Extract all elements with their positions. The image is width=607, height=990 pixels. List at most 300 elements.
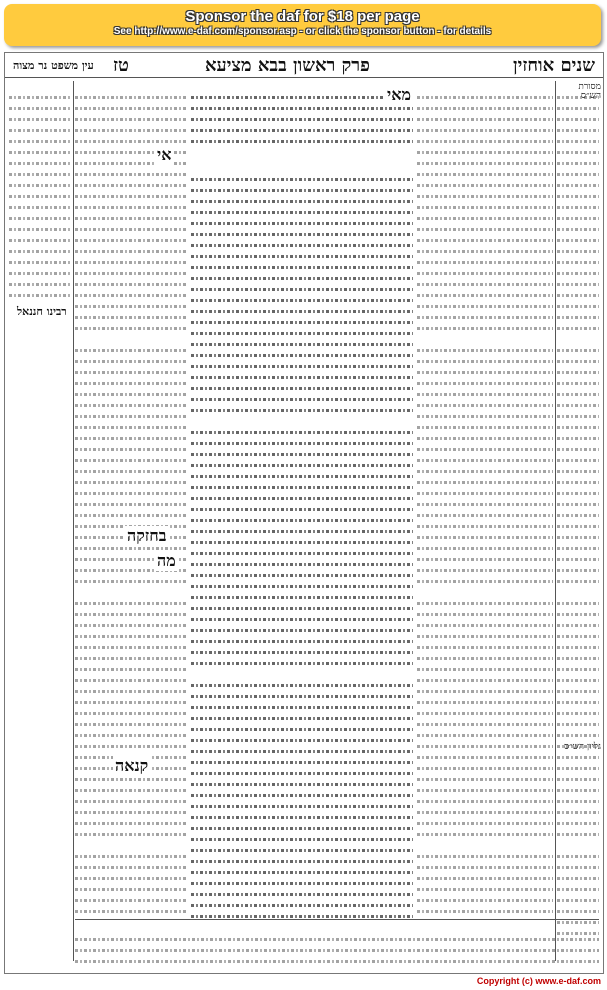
- text-line: [75, 92, 187, 103]
- text-line: [417, 686, 553, 697]
- text-line: [417, 400, 553, 411]
- text-line: [191, 317, 413, 328]
- col-rule-2: [555, 81, 556, 961]
- copyright-footer: Copyright (c) www.e-daf.com: [476, 976, 601, 986]
- text-line: [75, 455, 187, 466]
- text-line: [417, 499, 553, 510]
- text-line: [75, 444, 187, 455]
- text-line: [557, 653, 599, 664]
- text-line: [191, 92, 413, 103]
- text-line: [417, 730, 553, 741]
- text-line: [417, 191, 553, 202]
- text-line: [75, 945, 599, 956]
- text-line: [191, 713, 413, 724]
- label-mesoret: מסורת הש״ס: [578, 82, 601, 101]
- bottom-notes: [75, 923, 599, 967]
- text-line: [557, 752, 599, 763]
- text-line: [417, 598, 553, 609]
- text-line: [557, 730, 599, 741]
- text-line: [75, 620, 187, 631]
- text-line: [417, 785, 553, 796]
- text-line: [9, 158, 71, 169]
- text-line: [9, 213, 71, 224]
- text-line: [557, 840, 599, 851]
- text-line: [75, 785, 187, 796]
- text-line: [191, 735, 413, 746]
- text-line: [557, 268, 599, 279]
- sponsor-banner[interactable]: [4, 4, 601, 46]
- text-line: [75, 279, 187, 290]
- text-line: [417, 81, 553, 92]
- text-line: [417, 576, 553, 587]
- text-line: [75, 576, 187, 587]
- text-line: [75, 829, 187, 840]
- text-line: [191, 136, 413, 147]
- text-line: [417, 257, 553, 268]
- text-line: [9, 136, 71, 147]
- text-line: [417, 521, 553, 532]
- text-line: [417, 642, 553, 653]
- text-line: [557, 444, 599, 455]
- text-line: [191, 900, 413, 911]
- text-line: [9, 279, 71, 290]
- col-rule-1: [73, 81, 74, 961]
- text-line: [417, 884, 553, 895]
- text-line: [191, 526, 413, 537]
- text-line: [75, 312, 187, 323]
- text-line: [417, 543, 553, 554]
- text-line: [191, 449, 413, 460]
- text-line: [191, 460, 413, 471]
- text-line: [191, 383, 413, 394]
- text-line: [557, 532, 599, 543]
- text-line: [191, 592, 413, 603]
- text-line: [417, 851, 553, 862]
- text-line: [191, 196, 413, 207]
- text-line: [557, 576, 599, 587]
- text-line: [191, 570, 413, 581]
- text-line: [75, 851, 187, 862]
- text-line: [417, 92, 553, 103]
- text-line: [417, 224, 553, 235]
- text-line: [557, 499, 599, 510]
- text-line: [557, 675, 599, 686]
- text-line: [417, 609, 553, 620]
- text-line: [557, 279, 599, 290]
- text-line: [557, 389, 599, 400]
- text-line: [557, 422, 599, 433]
- text-line: [417, 389, 553, 400]
- text-line: [557, 873, 599, 884]
- text-line: [191, 207, 413, 218]
- text-line: [557, 246, 599, 257]
- text-line: [9, 235, 71, 246]
- text-line: [75, 631, 187, 642]
- text-line: [75, 356, 187, 367]
- text-line: [75, 675, 187, 686]
- bottom-rule: [75, 919, 599, 920]
- text-line: [75, 180, 187, 191]
- text-line: [557, 466, 599, 477]
- keyword-ma: מה: [157, 551, 176, 570]
- text-line: [417, 675, 553, 686]
- text-line: [191, 306, 413, 317]
- text-line: [417, 455, 553, 466]
- text-line: [191, 438, 413, 449]
- text-line: [9, 169, 71, 180]
- text-line: [191, 339, 413, 350]
- text-line: [75, 367, 187, 378]
- text-line: [417, 180, 553, 191]
- header-ein-mishpat: עין משפט נר מצוה: [13, 59, 94, 72]
- text-line: [75, 422, 187, 433]
- text-line: [9, 114, 71, 125]
- text-line: [557, 202, 599, 213]
- text-line: [557, 224, 599, 235]
- text-line: [191, 823, 413, 834]
- text-line: [557, 301, 599, 312]
- tosafot-column: [75, 81, 187, 921]
- text-line: [417, 246, 553, 257]
- text-line: [557, 631, 599, 642]
- text-line: [191, 911, 413, 922]
- text-line: [417, 554, 553, 565]
- text-line: [191, 251, 413, 262]
- text-line: [417, 807, 553, 818]
- text-line: [417, 202, 553, 213]
- text-line: [191, 757, 413, 768]
- text-line: [417, 532, 553, 543]
- text-line: [191, 295, 413, 306]
- text-line: [557, 708, 599, 719]
- text-line: [75, 642, 187, 653]
- text-line: [191, 845, 413, 856]
- text-line: [191, 867, 413, 878]
- text-line: [191, 625, 413, 636]
- text-line: [75, 466, 187, 477]
- text-line: [75, 268, 187, 279]
- text-line: [75, 389, 187, 400]
- text-line: [417, 235, 553, 246]
- text-line: [9, 290, 71, 301]
- text-line: [417, 840, 553, 851]
- text-line: [557, 169, 599, 180]
- text-line: [417, 334, 553, 345]
- gemara-top-block: [191, 81, 413, 155]
- text-line: [557, 796, 599, 807]
- text-line: [557, 807, 599, 818]
- text-line: [557, 664, 599, 675]
- text-line: [191, 185, 413, 196]
- text-line: [557, 345, 599, 356]
- gemara-column: [191, 163, 413, 933]
- talmud-page: [4, 52, 604, 974]
- text-line: [75, 477, 187, 488]
- text-line: [417, 620, 553, 631]
- text-line: [417, 290, 553, 301]
- text-line: [75, 697, 187, 708]
- text-line: [75, 224, 187, 235]
- text-line: [191, 273, 413, 284]
- text-line: [75, 664, 187, 675]
- text-line: [75, 862, 187, 873]
- text-line: [75, 934, 599, 945]
- text-line: [557, 158, 599, 169]
- text-line: [75, 169, 187, 180]
- text-line: [191, 174, 413, 185]
- text-line: [75, 840, 187, 851]
- text-line: [191, 878, 413, 889]
- text-line: [417, 774, 553, 785]
- text-line: [75, 895, 187, 906]
- text-line: [75, 433, 187, 444]
- text-line: [191, 163, 413, 174]
- text-line: [9, 202, 71, 213]
- text-line: [417, 763, 553, 774]
- text-line: [191, 768, 413, 779]
- label-gilyon: גליון הש״ס: [563, 742, 601, 752]
- text-line: [557, 367, 599, 378]
- text-line: [557, 488, 599, 499]
- text-line: [9, 257, 71, 268]
- text-line: [191, 240, 413, 251]
- text-line: [191, 680, 413, 691]
- text-line: [557, 411, 599, 422]
- text-line: [75, 609, 187, 620]
- text-line: [9, 246, 71, 257]
- text-line: [191, 114, 413, 125]
- text-line: [191, 262, 413, 273]
- text-line: [75, 114, 187, 125]
- text-line: [75, 884, 187, 895]
- text-line: [417, 312, 553, 323]
- sponsor-subtitle: See http://www.e-daf.com/sponsor.asp - or click the sponsor button - for details: [113, 26, 492, 37]
- text-line: [557, 521, 599, 532]
- text-line: [417, 125, 553, 136]
- text-line: [417, 422, 553, 433]
- text-line: [9, 180, 71, 191]
- text-line: [75, 257, 187, 268]
- text-line: [417, 279, 553, 290]
- text-line: [75, 235, 187, 246]
- text-line: [191, 801, 413, 812]
- text-line: [417, 873, 553, 884]
- text-line: [557, 609, 599, 620]
- text-line: [75, 510, 187, 521]
- text-line: [417, 466, 553, 477]
- text-line: [417, 345, 553, 356]
- text-line: [191, 790, 413, 801]
- text-line: [557, 818, 599, 829]
- left-margin-column: [9, 81, 71, 301]
- text-line: [75, 499, 187, 510]
- text-line: [557, 356, 599, 367]
- text-line: [75, 686, 187, 697]
- text-line: [557, 543, 599, 554]
- text-line: [417, 378, 553, 389]
- text-line: [9, 191, 71, 202]
- text-line: [417, 411, 553, 422]
- text-line: [191, 504, 413, 515]
- text-line: [557, 125, 599, 136]
- text-line: [75, 411, 187, 422]
- text-line: [75, 213, 187, 224]
- sponsor-title: Sponsor the daf for $18 per page: [185, 8, 420, 25]
- text-line: [191, 746, 413, 757]
- text-line: [9, 103, 71, 114]
- text-line: [417, 488, 553, 499]
- text-line: [557, 147, 599, 158]
- text-line: [557, 323, 599, 334]
- text-line: [75, 323, 187, 334]
- text-line: [417, 147, 553, 158]
- text-line: [557, 312, 599, 323]
- header-rule: [5, 77, 603, 78]
- page-leaf-number: טז: [113, 55, 129, 76]
- text-line: [417, 114, 553, 125]
- text-line: [191, 218, 413, 229]
- text-line: [191, 81, 413, 92]
- text-line: [75, 125, 187, 136]
- text-line: [75, 873, 187, 884]
- text-line: [557, 686, 599, 697]
- text-line: [417, 708, 553, 719]
- text-line: [557, 697, 599, 708]
- text-line: [191, 812, 413, 823]
- text-line: [417, 477, 553, 488]
- text-line: [75, 653, 187, 664]
- text-line: [557, 774, 599, 785]
- text-line: [557, 191, 599, 202]
- text-line: [75, 587, 187, 598]
- text-line: [557, 334, 599, 345]
- text-line: [9, 224, 71, 235]
- text-line: [75, 923, 599, 934]
- text-line: [9, 81, 71, 92]
- text-line: [191, 103, 413, 114]
- text-line: [191, 405, 413, 416]
- text-line: [191, 416, 413, 427]
- text-line: [75, 741, 187, 752]
- text-line: [191, 669, 413, 680]
- text-line: [417, 301, 553, 312]
- keyword-ikka: אי: [157, 145, 172, 164]
- text-line: [191, 647, 413, 658]
- text-line: [557, 378, 599, 389]
- text-line: [557, 884, 599, 895]
- text-line: [191, 834, 413, 845]
- text-line: [417, 565, 553, 576]
- text-line: [75, 708, 187, 719]
- text-line: [417, 862, 553, 873]
- text-line: [417, 587, 553, 598]
- text-line: [191, 482, 413, 493]
- text-line: [191, 284, 413, 295]
- text-line: [417, 818, 553, 829]
- text-line: [191, 471, 413, 482]
- text-line: [417, 906, 553, 917]
- text-line: [191, 537, 413, 548]
- text-line: [557, 862, 599, 873]
- text-line: [191, 636, 413, 647]
- text-line: [557, 433, 599, 444]
- text-line: [417, 268, 553, 279]
- text-line: [75, 488, 187, 499]
- text-line: [75, 334, 187, 345]
- text-line: [557, 257, 599, 268]
- text-line: [417, 213, 553, 224]
- rabbeinu-chananel-column: [9, 315, 71, 955]
- text-line: [75, 818, 187, 829]
- text-line: [417, 510, 553, 521]
- text-line: [417, 796, 553, 807]
- text-line: [75, 81, 187, 92]
- text-line: [191, 328, 413, 339]
- text-line: [557, 642, 599, 653]
- text-line: [75, 719, 187, 730]
- text-line: [191, 779, 413, 790]
- text-line: [557, 114, 599, 125]
- text-line: [75, 598, 187, 609]
- text-line: [417, 433, 553, 444]
- text-line: [417, 103, 553, 114]
- text-line: [417, 653, 553, 664]
- text-line: [75, 796, 187, 807]
- text-line: [75, 400, 187, 411]
- text-line: [75, 301, 187, 312]
- text-line: [417, 697, 553, 708]
- text-line: [557, 477, 599, 488]
- text-line: [191, 581, 413, 592]
- text-line: [417, 631, 553, 642]
- text-line: [557, 906, 599, 917]
- text-line: [191, 724, 413, 735]
- text-line: [191, 394, 413, 405]
- text-line: [557, 895, 599, 906]
- text-line: [9, 147, 71, 158]
- text-line: [417, 719, 553, 730]
- rashi-column: [417, 81, 553, 921]
- text-line: [417, 829, 553, 840]
- text-line: [417, 136, 553, 147]
- text-line: [417, 356, 553, 367]
- text-line: [9, 268, 71, 279]
- text-line: [557, 213, 599, 224]
- text-line: [557, 180, 599, 191]
- text-line: [191, 691, 413, 702]
- text-line: [557, 851, 599, 862]
- text-line: [557, 719, 599, 730]
- text-line: [75, 906, 187, 917]
- text-line: [75, 956, 599, 967]
- text-line: [75, 807, 187, 818]
- text-line: [417, 158, 553, 169]
- label-rabbeinu-chananel: רבינו חננאל: [17, 305, 67, 318]
- text-line: [557, 587, 599, 598]
- text-line: [417, 323, 553, 334]
- text-line: [75, 191, 187, 202]
- text-line: [557, 290, 599, 301]
- text-line: [557, 620, 599, 631]
- text-line: [557, 829, 599, 840]
- text-line: [417, 169, 553, 180]
- text-line: [75, 202, 187, 213]
- text-line: [191, 603, 413, 614]
- text-line: [557, 785, 599, 796]
- header-perek: שנים אוחזין: [513, 55, 595, 76]
- text-line: [191, 125, 413, 136]
- text-line: [191, 856, 413, 867]
